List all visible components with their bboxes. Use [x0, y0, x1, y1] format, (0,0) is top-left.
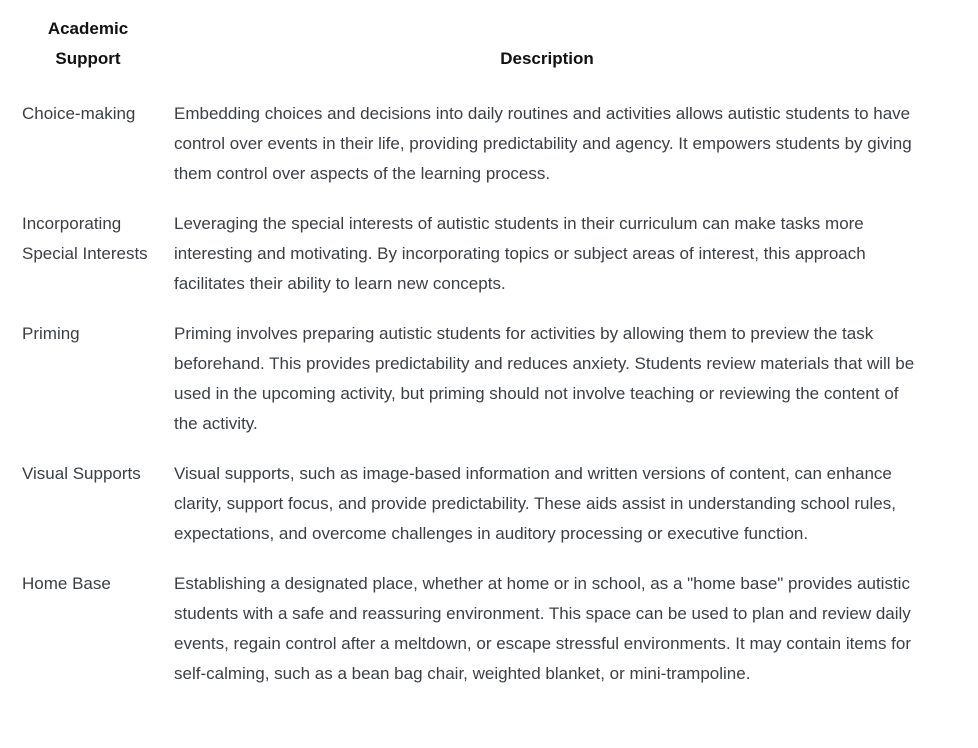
table-body [12, 74, 930, 709]
table-row [12, 569, 930, 709]
description-cell: Embedding choices and decisions into daily routines and activities allows autistic students to have control over events in their life, providing predictability and agency. It empowers students by giving them control over aspects of the learning process. [174, 104, 912, 183]
description-cell: Establishing a designated place, whether at home or in school, as a "home base" provides autistic students with a safe and reassuring environment. This space can be used to plan and review daily events, regain control after a meltdown, or escape stressful environments. It may contain items for self-calming, such as a bean bag chair, weighted blanket, or mini-trampoline. [174, 574, 912, 683]
support-cell: Visual Supports [22, 464, 141, 483]
header-row [12, 0, 930, 74]
description-cell: Visual supports, such as image-based information and written versions of content, can enhance clarity, support focus, and provide predictability. These aids assist in understanding school rules, expectations, and overcome challenges in auditory processing or executive function. [174, 464, 896, 543]
academic-support-table [12, 0, 930, 709]
table-header [12, 0, 930, 74]
table-row [12, 209, 930, 319]
support-cell: Priming [22, 324, 80, 343]
table-row [12, 319, 930, 459]
table-row [12, 74, 930, 209]
table-row [12, 459, 930, 569]
support-cell: Home Base [22, 574, 111, 593]
support-cell: Incorporating Special Interests [22, 214, 148, 263]
header-academic-support: Academic Support [47, 19, 129, 68]
support-cell: Choice-making [22, 104, 136, 123]
header-description: Description [500, 49, 594, 68]
description-cell: Leveraging the special interests of autistic students in their curriculum can make tasks more interesting and motivating. By incorporating topics or subject areas of interest, this approach facilitates their ability to learn new concepts. [174, 214, 866, 293]
description-cell: Priming involves preparing autistic students for activities by allowing them to preview the task beforehand. This provides predictability and reduces anxiety. Students review materials that will be used in the upcoming activity, but priming should not involve teaching or reviewing the content of the activity. [174, 324, 915, 433]
